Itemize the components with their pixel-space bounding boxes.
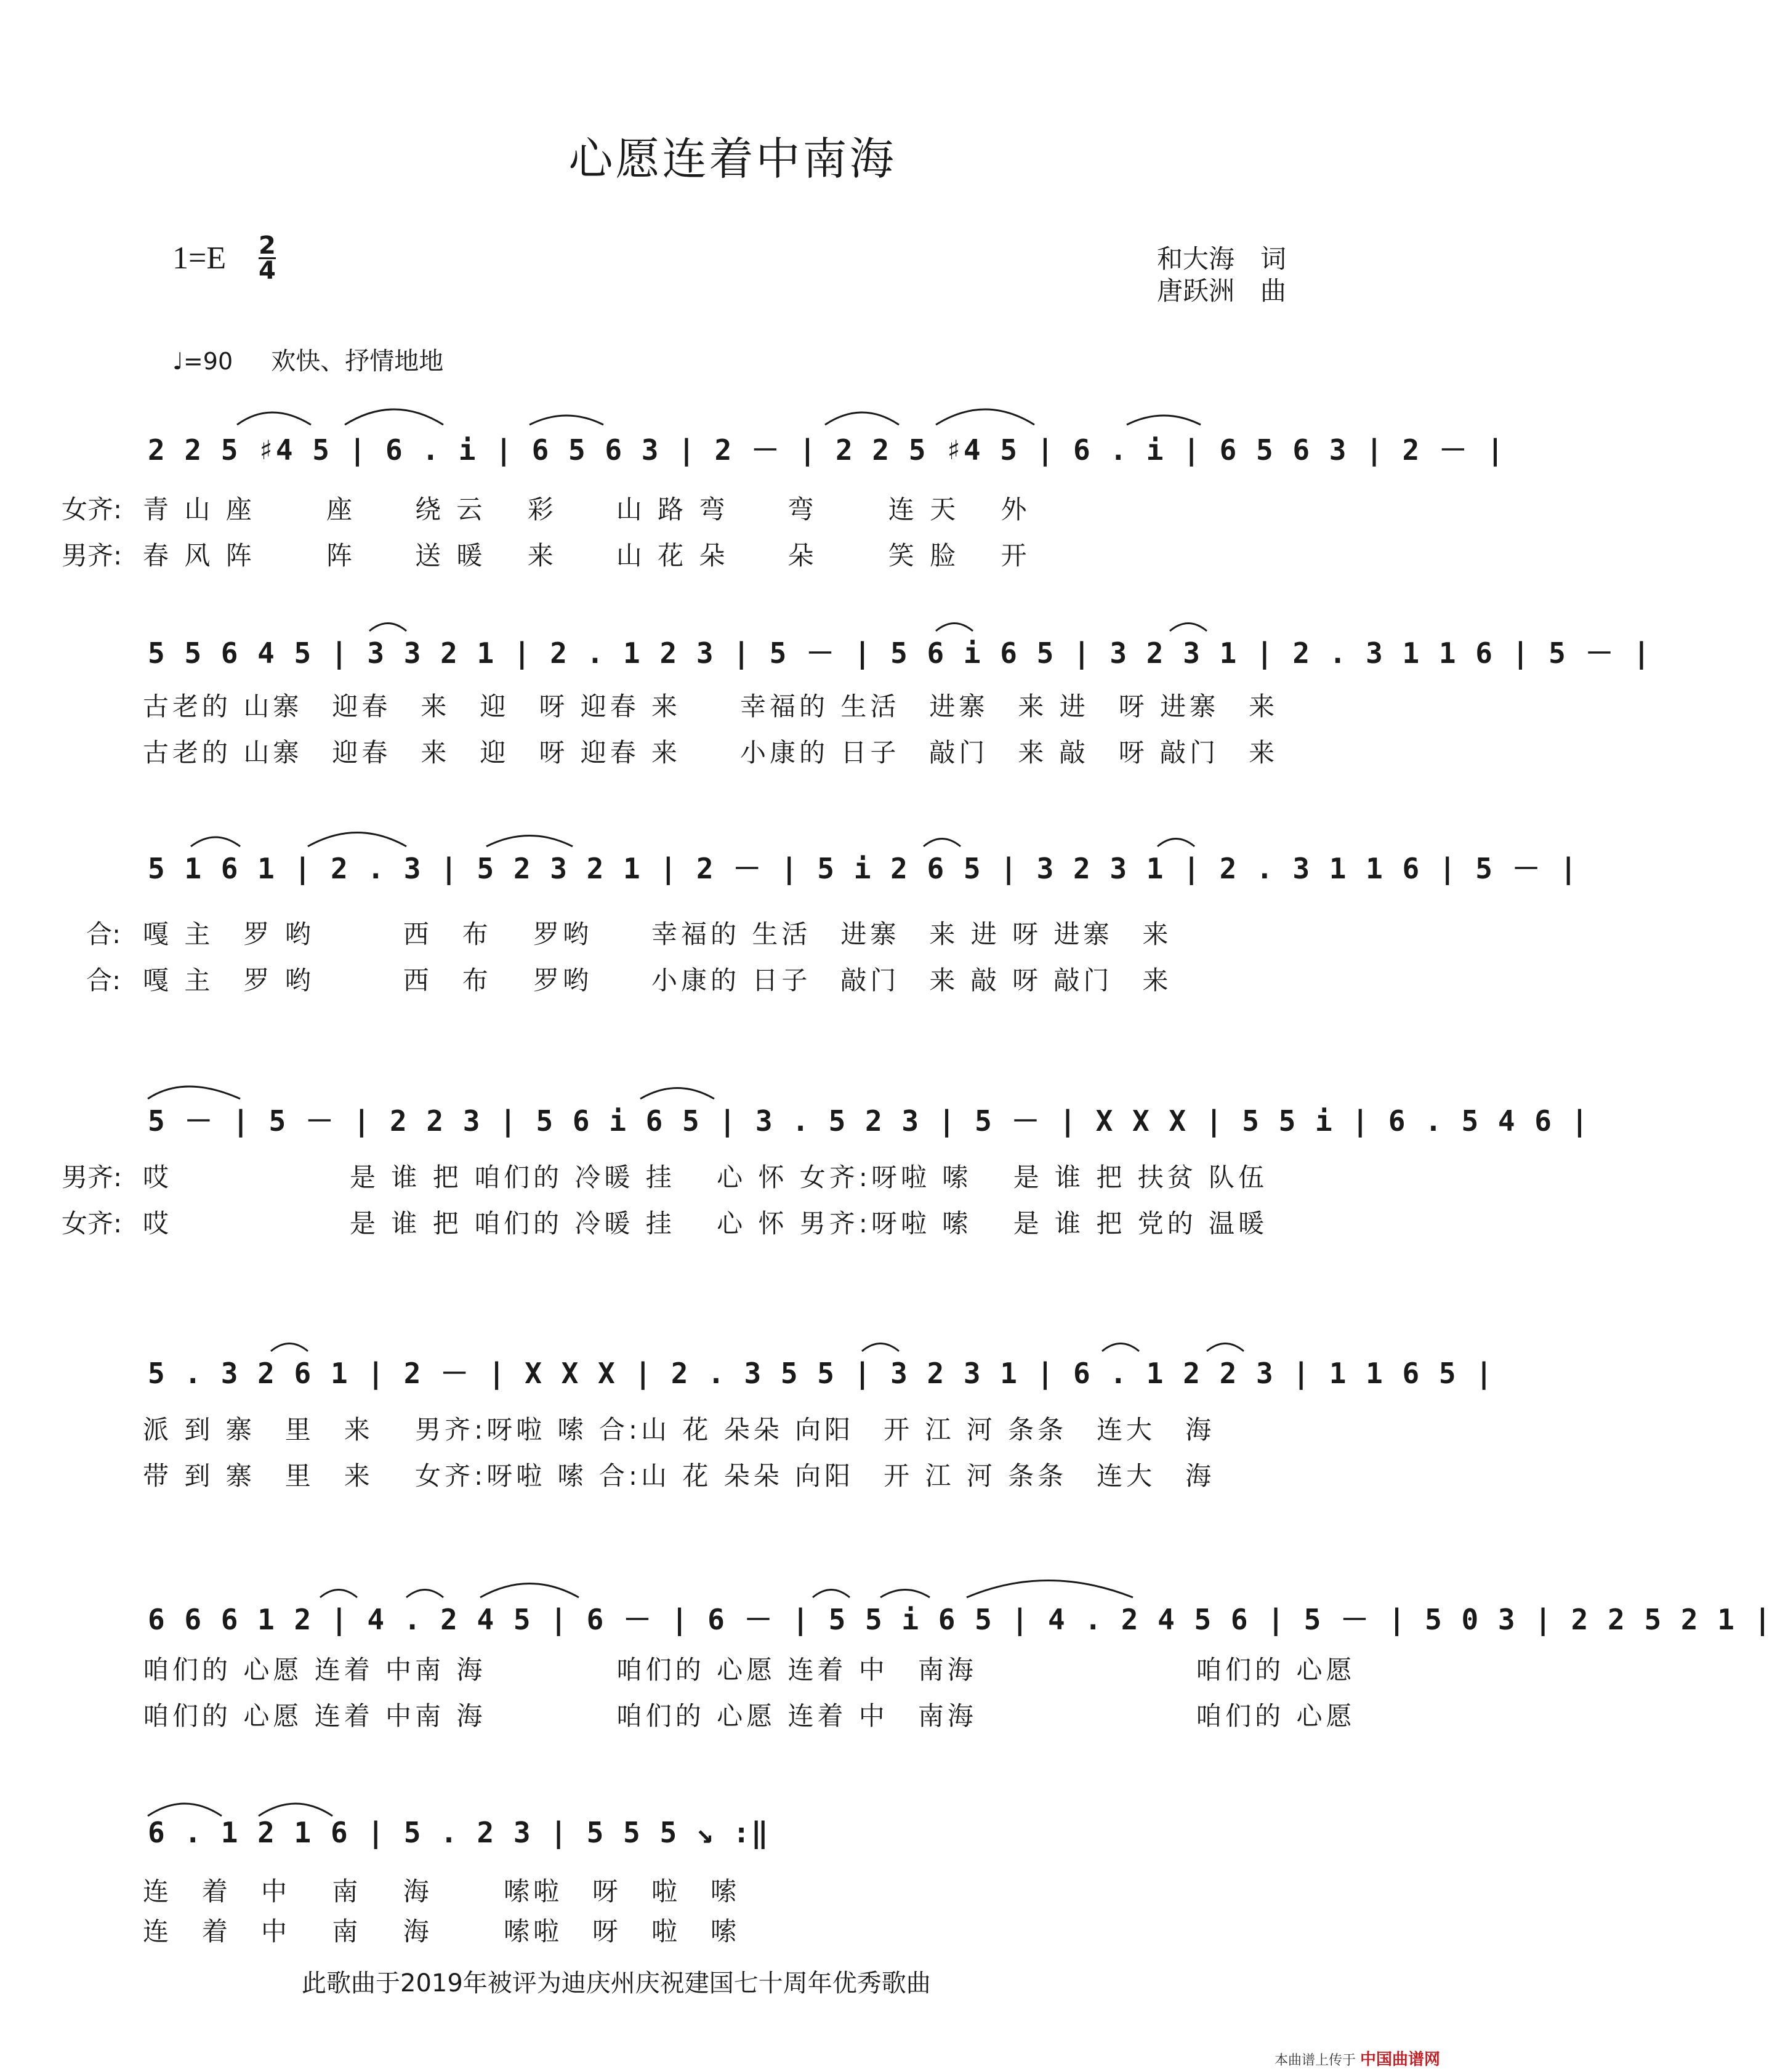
slur-mark: [1158, 839, 1194, 847]
slur-mark: [1207, 1344, 1244, 1352]
slur-mark: [237, 412, 311, 425]
lyric-line: 咱们的 心愿 连着 中南 海 咱们的 心愿 连着 中 南海 咱们的 心愿: [143, 1655, 1356, 1685]
lyric-label: 合:: [86, 919, 121, 949]
key-signature: 1=E: [172, 241, 227, 276]
lyric-line: 哎 是 谁 把 咱们的 冷暖 挂 心 怀 女齐:呀啦 嗦 是 谁 把 扶贫 队伍: [143, 1162, 1268, 1192]
slur-mark: [480, 1584, 579, 1598]
page-title: 心愿连着中南海: [568, 133, 896, 185]
lyric-label: 男齐:: [62, 540, 123, 571]
slur-mark: [345, 409, 443, 425]
notation-line: 6 . 1 2 1 6 | 5 . 2 3 | 5 5 5 ↘ :‖: [148, 1816, 770, 1849]
lyric-line: 哎 是 谁 把 咱们的 冷暖 挂 心 怀 男齐:呀啦 嗦 是 谁 把 党的 温暖: [143, 1208, 1268, 1239]
lyric-line: 连 着 中 南 海 嗦啦 呀 啦 嗦: [143, 1916, 741, 1946]
lyric-line: 连 着 中 南 海 嗦啦 呀 啦 嗦: [143, 1876, 741, 1906]
slur-mark: [1170, 624, 1207, 632]
slur-mark: [271, 1344, 308, 1352]
time-signature-top: 2: [259, 231, 276, 260]
tempo-mark: ♩=90: [172, 348, 233, 375]
slur-mark: [967, 1581, 1133, 1598]
footer-note: 此歌曲于2019年被评为迪庆州庆祝建国七十周年优秀歌曲: [302, 1969, 931, 1998]
notation-line: 5 1 6 1 | 2 . 3 | 5 2 3 2 1 | 2 － | 5 i 2 6 5 | 3 2 3 1 | 2 . 3 1 1 6 | 5 － |: [148, 852, 1579, 885]
lyric-line: 带 到 寨 里 来 女齐:呀啦 嗦 合:山 花 朵朵 向阳 开 江 河 条条 连大 海: [143, 1461, 1215, 1491]
slur-mark: [259, 1804, 332, 1816]
lyric-label: 女齐:: [62, 1208, 123, 1239]
site-logo: 中国曲谱网: [1359, 2050, 1440, 2069]
lyric-label: 合:: [86, 965, 121, 995]
slur-mark: [825, 412, 899, 425]
lyric-label: 男齐:: [62, 1162, 123, 1192]
slur-mark: [1102, 1344, 1139, 1352]
slur-mark: [530, 416, 603, 425]
watermark: [1275, 2047, 1440, 2070]
slur-mark: [369, 624, 406, 632]
lyric-line: 青 山 座 座 绕 云 彩 山 路 弯 弯 连 天 外: [143, 494, 1031, 524]
slur-mark: [813, 1590, 850, 1598]
slur-mark: [936, 624, 973, 632]
lyric-line: 古老的 山寨 迎春 来 迎 呀 迎春 来 小康的 日子 敲门 来 敲 呀 敲门 来: [143, 737, 1279, 768]
notation-line: 6 6 6 1 2 | 4 . 2 4 5 | 6 － | 6 － | 5 5 i 6 5 | 4 . 2 4 5 6 | 5 － | 5 0 3 | 2 2 5 2 1 |: [148, 1603, 1772, 1636]
slur-mark: [148, 1086, 240, 1099]
slur-mark: [924, 839, 961, 847]
lyric-label: 女齐:: [62, 494, 123, 524]
lyricist-credit: 和大海 词: [1156, 244, 1286, 274]
slur-mark: [486, 836, 573, 847]
slur-mark: [308, 833, 406, 847]
slur-mark: [862, 1344, 899, 1352]
notation-line: 2 2 5 ♯4 5 | 6 . i | 6 5 6 3 | 2 － | 2 2 5 ♯4 5 | 6 . i | 6 5 6 3 | 2 － |: [148, 433, 1505, 467]
notation-line: 5 － | 5 － | 2 2 3 | 5 6 i 6 5 | 3 . 5 2 3 | 5 － | X X X | 5 5 i | 6 . 5 4 6 |: [148, 1104, 1590, 1138]
composer-credit: 唐跃洲 曲: [1156, 276, 1286, 306]
watermark-prefix: 本曲谱上传于: [1274, 2053, 1356, 2068]
slur-mark: [191, 837, 240, 846]
lyric-line: 嘎 主 罗 哟 西 布 罗哟 幸福的 生活 进寨 来 进 呀 进寨 来: [143, 919, 1172, 949]
slur-mark: [936, 409, 1034, 425]
lyric-line: 派 到 寨 里 来 男齐:呀啦 嗦 合:山 花 朵朵 向阳 开 江 河 条条 连大 海: [143, 1415, 1215, 1445]
lyric-line: 古老的 山寨 迎春 来 迎 呀 迎春 来 幸福的 生活 进寨 来 进 呀 进寨 来: [143, 691, 1279, 721]
slur-mark: [320, 1590, 357, 1598]
lyric-line: 嘎 主 罗 哟 西 布 罗哟 小康的 日子 敲门 来 敲 呀 敲门 来: [143, 965, 1172, 995]
notation-line: 5 . 3 2 6 1 | 2 － | X X X | 2 . 3 5 5 | 3 2 3 1 | 6 . 1 2 2 3 | 1 1 6 5 |: [148, 1357, 1494, 1390]
lyric-line: 咱们的 心愿 连着 中南 海 咱们的 心愿 连着 中 南海 咱们的 心愿: [143, 1701, 1356, 1731]
slur-mark: [1127, 416, 1201, 425]
slur-mark: [148, 1804, 222, 1816]
notation-line: 5 5 6 4 5 | 3 3 2 1 | 2 . 1 2 3 | 5 － | 5 6 i 6 5 | 3 2 3 1 | 2 . 3 1 1 6 | 5 － |: [148, 636, 1651, 670]
slur-mark: [880, 1590, 930, 1598]
slur-mark: [406, 1590, 443, 1598]
lyric-line: 春 风 阵 阵 送 暖 来 山 花 朵 朵 笑 脸 开: [143, 540, 1031, 571]
expression-text: 欢快、抒情地地: [271, 347, 444, 375]
time-signature-bottom: 4: [259, 257, 276, 285]
slur-mark: [640, 1088, 714, 1099]
